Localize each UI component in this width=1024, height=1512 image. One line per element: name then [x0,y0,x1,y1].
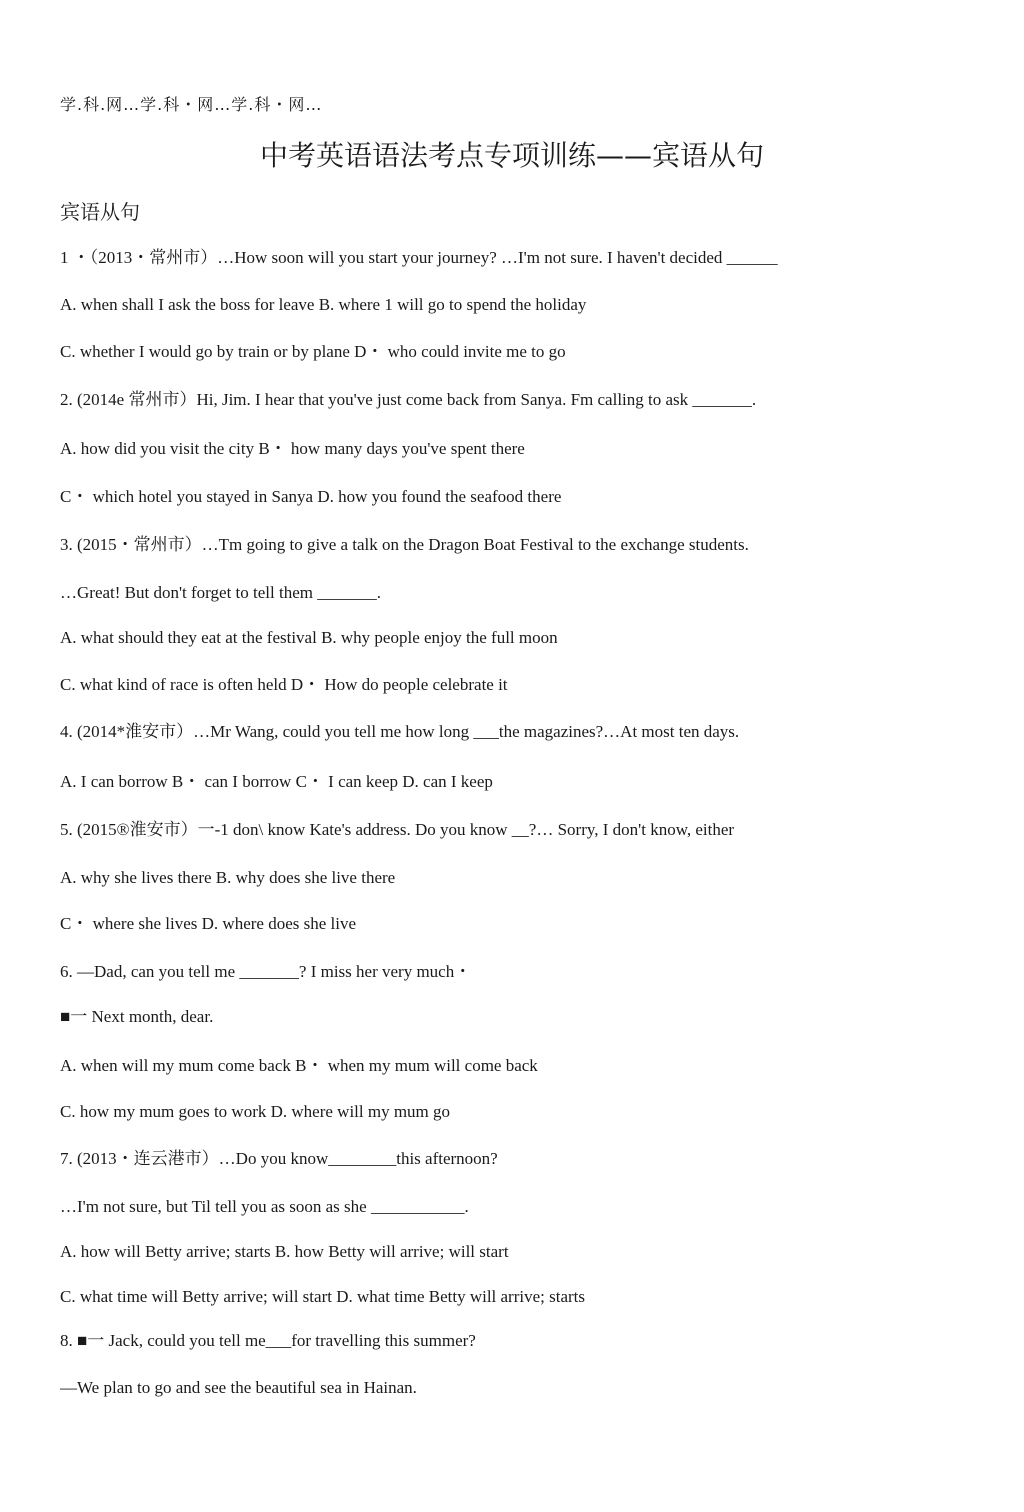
question-5-stem: 5. (2015®淮安市）一-1 don\ know Kate's address. Do you know __?… Sorry, I don't know, either [60,820,735,839]
question-4-stem: 4. (2014*淮安市）…Mr Wang, could you tell me how long ___the magazines?…At most ten days. [60,722,740,741]
question-2-options-cd: C・ which hotel you stayed in Sanya D. how you found the seafood there [60,487,562,506]
question-4-options: A. I can borrow B・ can I borrow C・ I can keep D. can I keep [60,772,493,791]
question-8-stem: 8. ■一 Jack, could you tell me___for travelling this summer? [60,1331,476,1350]
question-5-options-ab: A. why she lives there B. why does she live there [60,868,396,887]
question-7-stem: 7. (2013・连云港市）…Do you know________this afternoon? [60,1149,498,1168]
question-1-stem: 1 ・（2013・常州市）…How soon will you start your journey? …I'm not sure. I haven't decided ______ [60,248,778,267]
question-3-options-ab: A. what should they eat at the festival B. why people enjoy the full moon [60,628,558,647]
question-2-options-ab: A. how did you visit the city B・ how many days you've spent there [60,439,525,458]
question-7-options-ab: A. how will Betty arrive; starts B. how Betty will arrive; will start [60,1242,509,1261]
question-3-options-cd: C. what kind of race is often held D・ How do people celebrate it [60,675,508,694]
question-2-stem: 2. (2014e 常州市）Hi, Jim. I hear that you've just come back from Sanya. Fm calling to ask _______. [60,390,757,409]
question-6-options-ab: A. when will my mum come back B・ when my mum will come back [60,1056,538,1075]
section-heading: 宾语从句 [60,200,140,224]
question-7-options-cd: C. what time will Betty arrive; will start D. what time Betty will arrive; starts [60,1287,586,1306]
question-6-stem: 6. —Dad, can you tell me _______? I miss her very much・ [60,962,472,981]
question-7-reply: …I'm not sure, but Til tell you as soon as she ___________. [60,1197,469,1216]
question-5-options-cd: C・ where she lives D. where does she live [60,914,357,933]
question-6-reply: ■一 Next month, dear. [60,1007,214,1026]
question-3-stem: 3. (2015・常州市）…Tm going to give a talk on the Dragon Boat Festival to the exchange students. [60,535,749,554]
question-3-reply: …Great! But don't forget to tell them _______. [60,583,381,602]
site-watermark: 学.科.网…学.科・网…学.科・网… [60,95,323,114]
question-1-options-cd: C. whether I would go by train or by plane D・ who could invite me to go [60,342,566,361]
question-1-options-ab: A. when shall I ask the boss for leave B. where 1 will go to spend the holiday [60,295,587,314]
question-8-reply: —We plan to go and see the beautiful sea in Hainan. [60,1378,417,1397]
question-6-options-cd: C. how my mum goes to work D. where will my mum go [60,1102,451,1121]
document-title: 中考英语语法考点专项训练——宾语从句 [259,139,764,172]
